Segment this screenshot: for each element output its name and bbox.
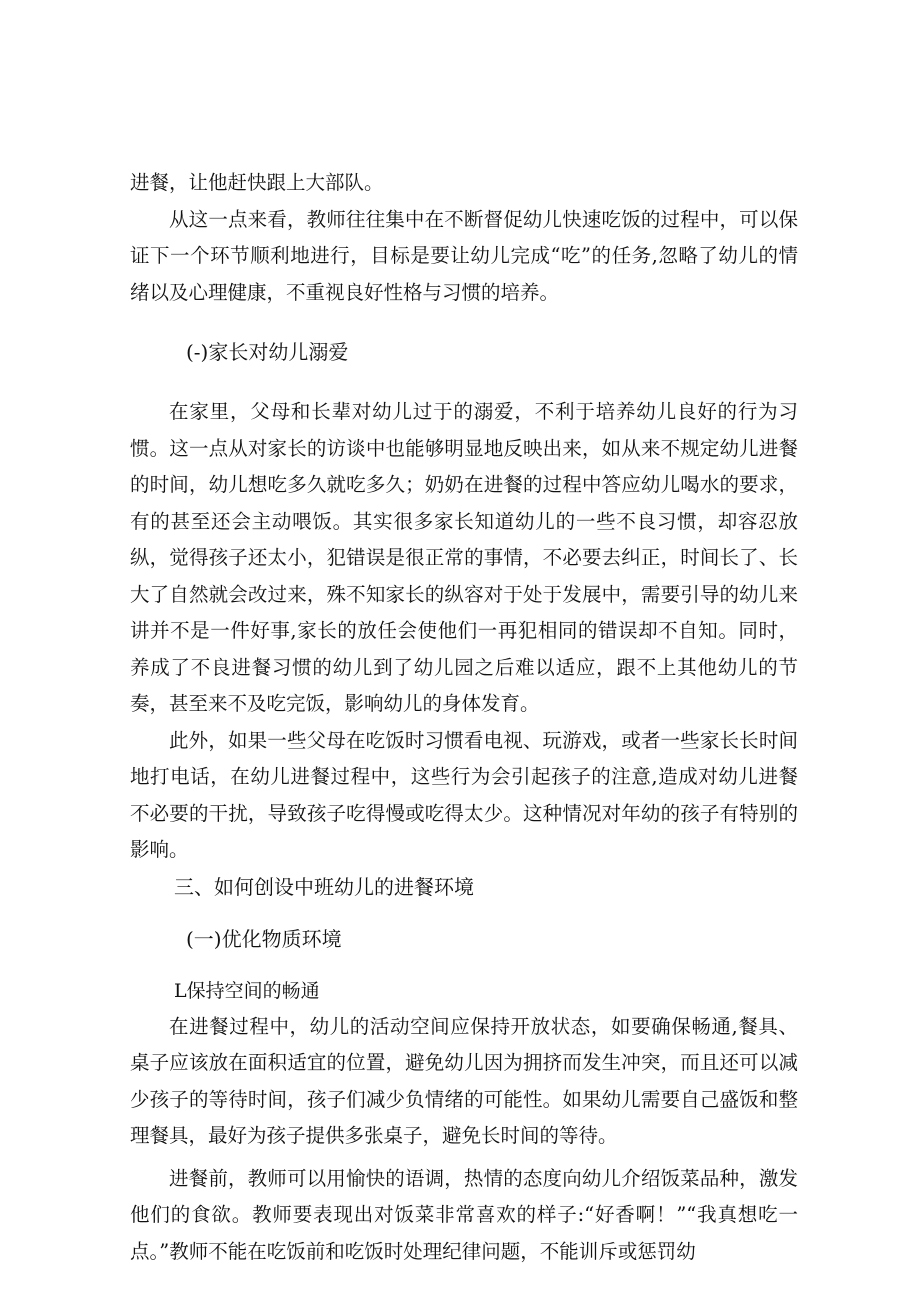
paragraph-teacher-focus: 从这一点来看，教师往往集中在不断督促幼儿快速吃饭的过程中，可以保证下一个环节顺利地进行，目标是要让幼儿完成“吃”的任务,忽略了幼儿的情绪以及心理健康，不重视良好性格与习惯的培养。 [130,207,798,304]
paragraph-before-meal: 进餐前，教师可以用愉快的语调，热情的态度向幼儿介绍饭菜品种，激发他们的食欲。教师要表现出对饭菜非常喜欢的样子:“好香啊！”“我真想吃一点。”教师不能在吃饭前和吃饭时处理纪律问题，不能训斥或惩罚幼 [130,1166,798,1263]
paragraph-open-space: 在进餐过程中，幼儿的活动空间应保持开放状态，如要确保畅通,餐具、桌子应该放在面积适宜的位置，避免幼儿因为拥挤而发生冲突，而且还可以减少孩子的等待时间，孩子们减少负情绪的可能性。如果幼儿需要自己盛饭和整理餐具，最好为孩子提供多张桌子，避免长时间的等待。 [130,1014,798,1147]
item-heading-space: L保持空间的畅通 [174,979,320,1002]
subheading-physical-environment: (一)优化物质环境 [186,926,342,951]
section-heading-environment: 三、如何创设中班幼儿的进餐环境 [174,874,474,899]
paragraph-home-spoiling: 在家里，父母和长辈对幼儿过于的溺爱，不利于培养幼儿良好的行为习惯。这一点从对家长的访谈中也能够明显地反映出来，如从来不规定幼儿进餐的时间，幼儿想吃多久就吃多久；奶奶在进餐的过程中答应幼儿喝水的要求，有的甚至还会主动喂饭。其实很多家长知道幼儿的一些不良习惯，却容忍放纵，觉得孩子还太小，犯错误是很正常的事情，不必要去纠正，时间长了、长大了自然就会改过来，殊不知家长的纵容对于处于发展中，需要引导的幼儿来讲并不是一件好事,家长的放任会使他们一再犯相同的错误却不自知。同时，养成了不良进餐习惯的幼儿到了幼儿园之后难以适应，跟不上其他幼儿的节奏，甚至来不及吃完饭，影响幼儿的身体发育。 [130,400,798,715]
paragraph-parent-distraction: 此外，如果一些父母在吃饭时习惯看电视、玩游戏，或者一些家长长时间地打电话，在幼儿进餐过程中，这些行为会引起孩子的注意,造成对幼儿进餐不必要的干扰，导致孩子吃得慢或吃得太少。这种情况对年幼的孩子有特别的影响。 [130,728,798,861]
paragraph-continuation: 进餐，让他赶快跟上大部队。 [130,171,384,194]
subheading-parent-spoiling: (-)家长对幼儿溺爱 [186,340,349,364]
document-page [130,165,798,1270]
